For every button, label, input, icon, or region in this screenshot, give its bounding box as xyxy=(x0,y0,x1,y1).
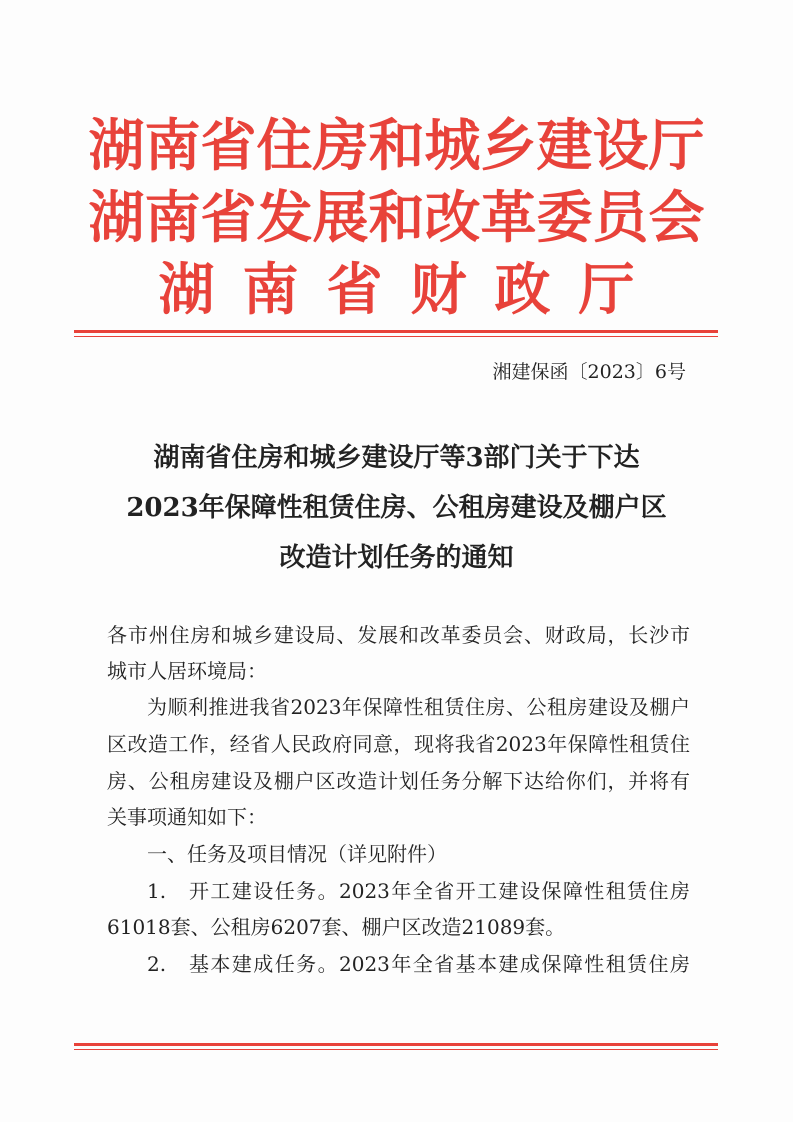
header-divider-thick xyxy=(74,330,718,333)
paragraph-1-line-3: 房、公租房建设及棚户区改造计划任务分解下达给你们，并将有 xyxy=(107,769,690,793)
letterhead-line-1: 湖南省住房和城乡建设厅 xyxy=(88,114,705,179)
section-1-heading: 一、任务及项目情况（详见附件） xyxy=(147,842,447,866)
letterhead-line-2: 湖南省发展和改革委员会 xyxy=(88,186,705,251)
footer-divider-thin xyxy=(74,1049,718,1050)
footer-divider-thick xyxy=(74,1043,718,1046)
item-1-line-1: 1. 开工建设任务。2023年全省开工建设保障性租赁住房 xyxy=(147,879,690,903)
document-title-line-3: 改造计划任务的通知 xyxy=(279,543,514,573)
document-number: 湘建保函〔2023〕6号 xyxy=(492,361,686,383)
paragraph-1-line-2: 区改造工作，经省人民政府同意，现将我省2023年保障性租赁住 xyxy=(107,732,690,756)
item-2-line-1: 2. 基本建成任务。2023年全省基本建成保障性租赁住房 xyxy=(147,952,690,976)
letterhead-line-3: 湖南省财政厅 xyxy=(158,258,663,323)
header-divider-thin xyxy=(74,336,718,337)
addressee-line-1: 各市州住房和城乡建设局、发展和改革委员会、财政局，长沙市 xyxy=(107,623,690,647)
document-title-line-1: 湖南省住房和城乡建设厅等3部门关于下达 xyxy=(153,443,640,473)
addressee-line-2: 城市人居环境局： xyxy=(107,659,267,683)
document-title-line-2: 2023年保障性租赁住房、公租房建设及棚户区 xyxy=(126,493,667,523)
paragraph-1-line-4: 关事项通知如下： xyxy=(107,805,267,829)
item-1-line-2: 61018套、公租房6207套、棚户区改造21089套。 xyxy=(107,915,566,939)
paragraph-1-line-1: 为顺利推进我省2023年保障性租赁住房、公租房建设及棚户 xyxy=(147,695,690,719)
